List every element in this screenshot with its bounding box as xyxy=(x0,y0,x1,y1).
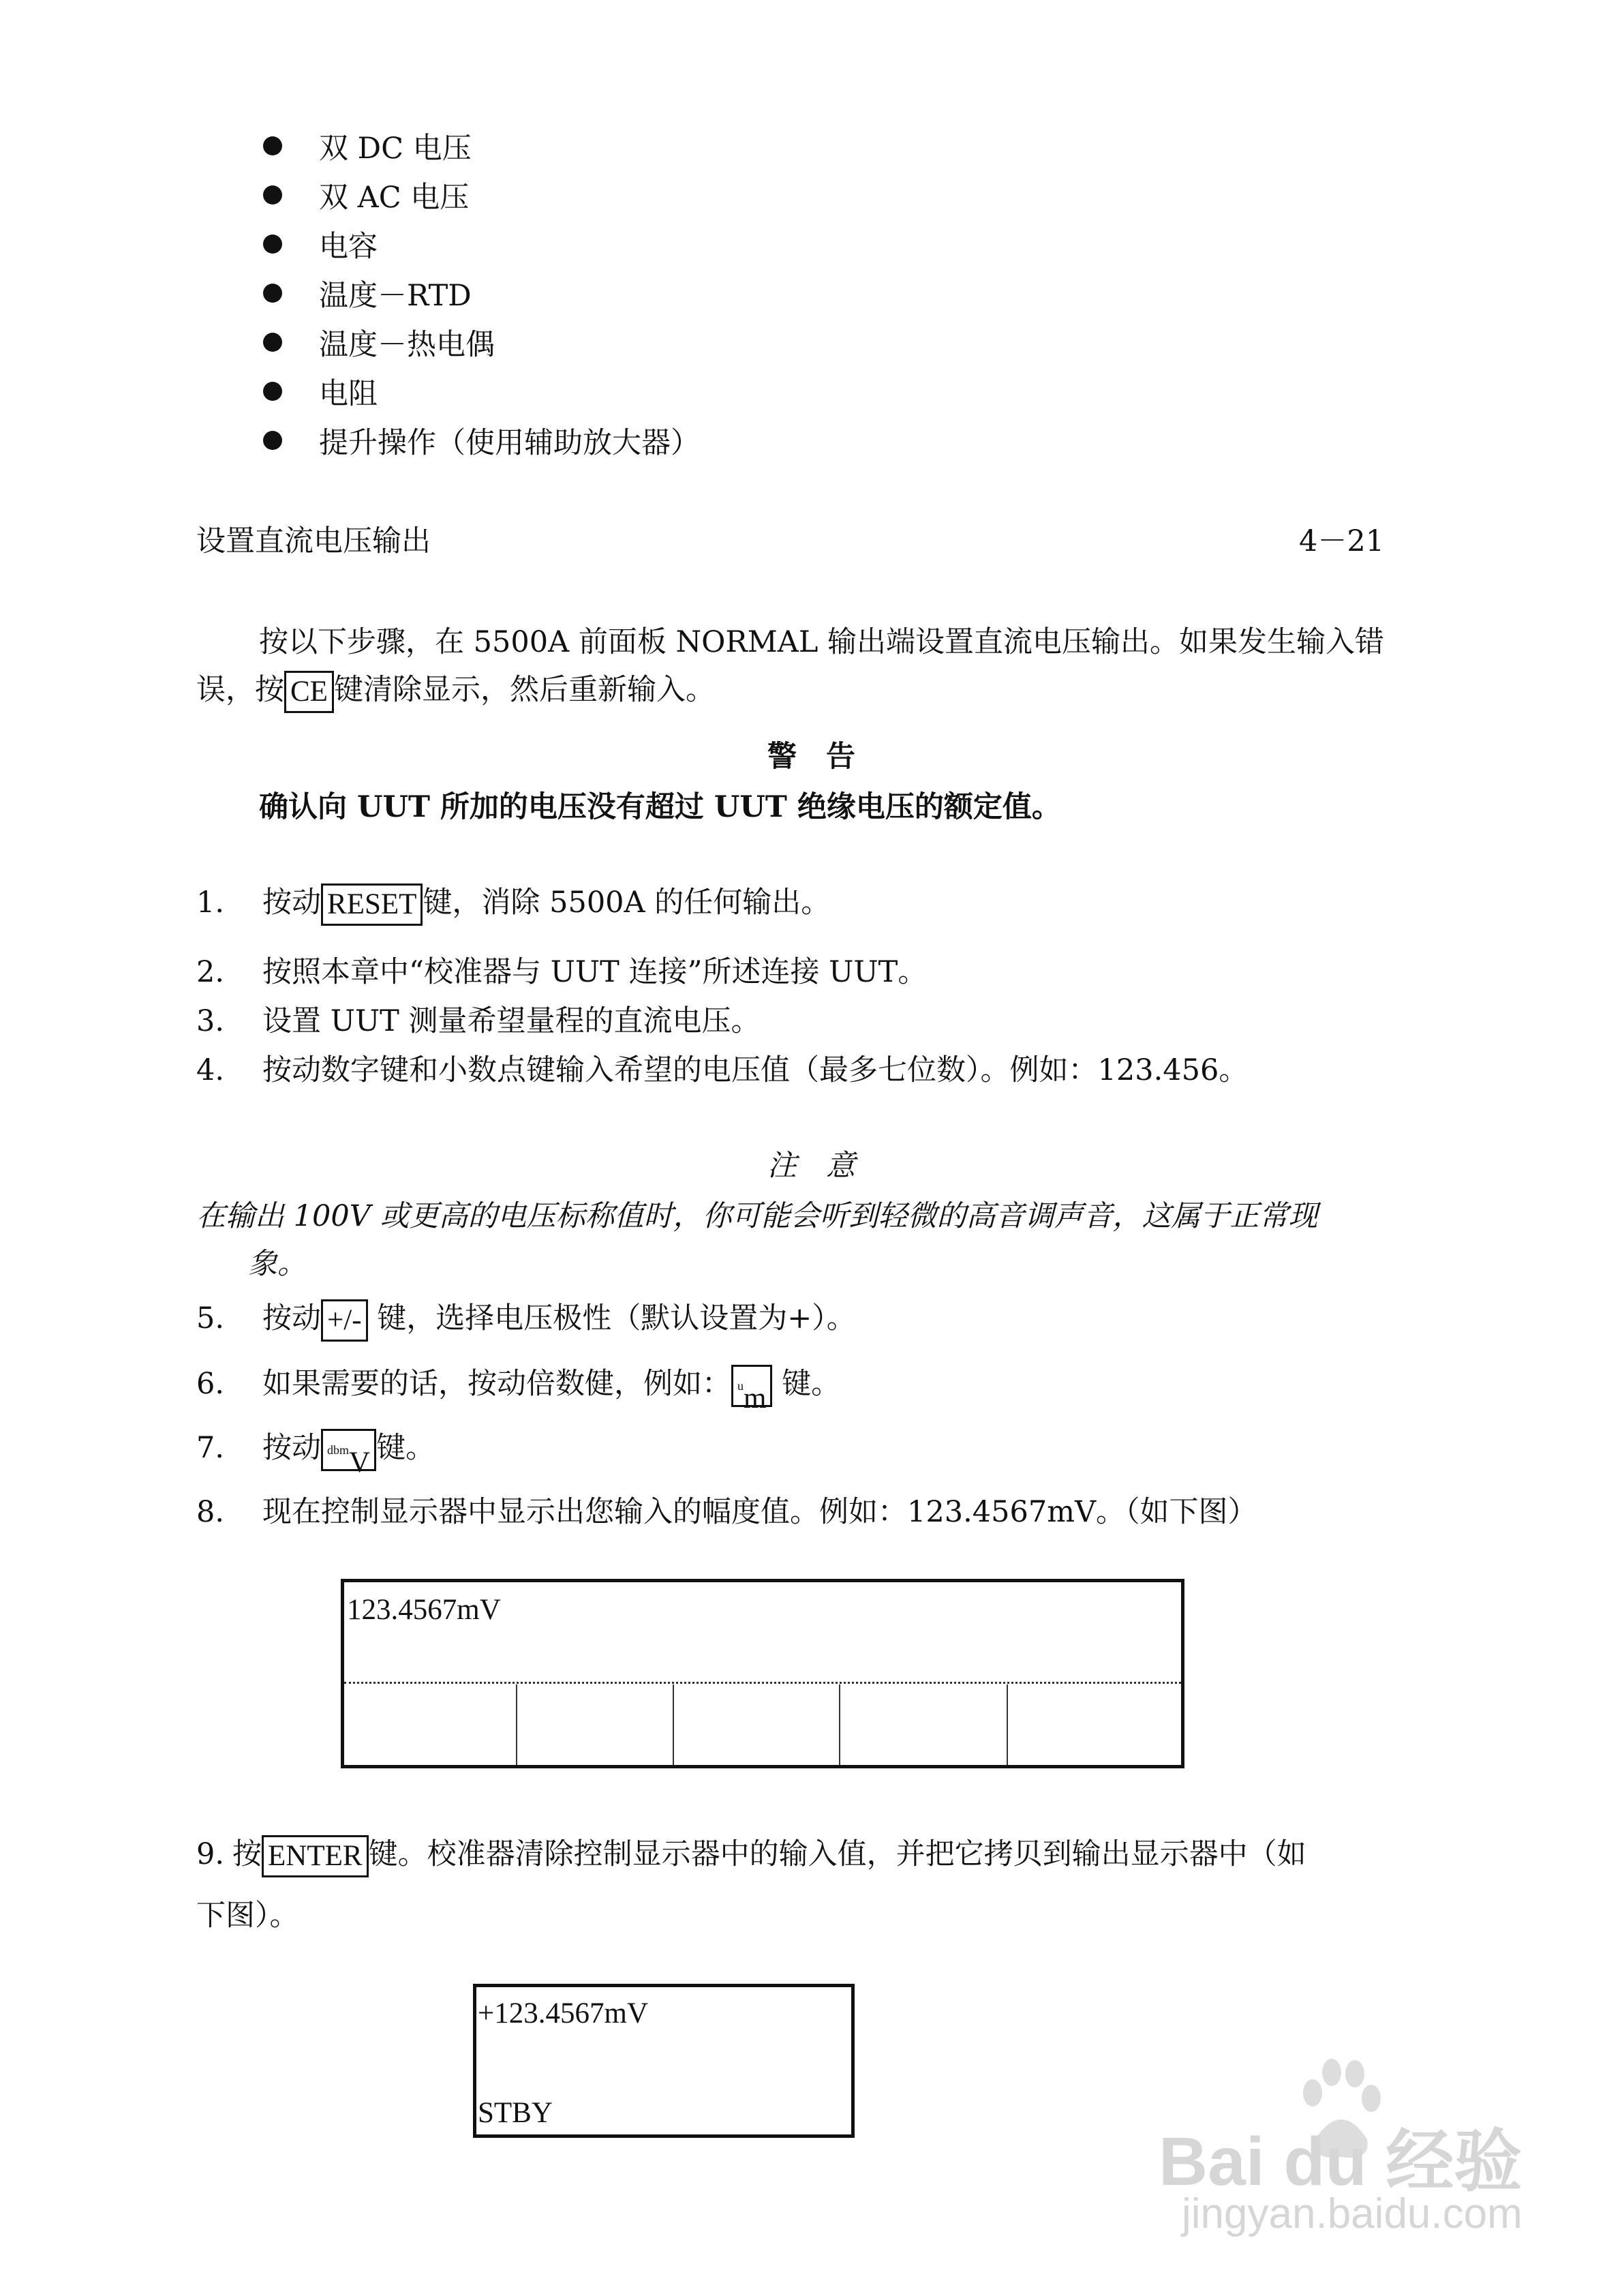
step-6: 6. 如果需要的话，按动倍数健，例如： $^u$m 键。 xyxy=(196,1361,840,1407)
section-number: 4－21 xyxy=(1299,524,1385,558)
section-title: 设置直流电压输出 xyxy=(196,524,431,558)
dbm-volt-key: $^{dbm}$V xyxy=(321,1429,376,1471)
softkey-separator xyxy=(839,1685,840,1765)
warning-text: 确认向 UUT 所加的电压没有超过 UUT 绝缘电压的额定值。 xyxy=(259,790,1061,824)
bullet-icon xyxy=(263,333,282,352)
list-item: 双 DC 电压 xyxy=(319,132,472,166)
divider xyxy=(344,1682,1181,1684)
softkey-separator xyxy=(1007,1685,1008,1765)
list-item: 双 AC 电压 xyxy=(319,181,470,215)
bullet-icon xyxy=(263,235,282,254)
step-2: 2. 按照本章中“校准器与 UUT 连接”所述连接 UUT。 xyxy=(196,955,928,989)
step-4: 4. 按动数字键和小数点键输入希望的电压值（最多七位数）。例如：123.456。 xyxy=(196,1053,1249,1087)
watermark-logo: Bai du 经验 xyxy=(1159,2124,1522,2200)
intro-line-1: 按以下步骤，在 5500A 前面板 NORMAL 输出端设置直流电压输出。如果发生输入错 xyxy=(259,625,1385,659)
step-1: 1. 按动 RESET 键，消除 5500A 的任何输出。 xyxy=(196,879,830,926)
list-item: 温度－RTD xyxy=(319,279,472,313)
note-line-2: 象。 xyxy=(248,1247,307,1281)
note-title: 注 意 xyxy=(767,1149,855,1183)
list-item: 电容 xyxy=(319,230,378,264)
step-9-line-2: 下图）。 xyxy=(196,1899,299,1933)
step-7: 7. 按动 $^{dbm}$V 键。 xyxy=(196,1425,435,1471)
softkey-separator xyxy=(673,1685,674,1765)
bullet-icon xyxy=(263,185,282,205)
bullet-icon xyxy=(263,382,282,401)
intro-line-2: 误，按 CE 键清除显示，然后重新输入。 xyxy=(196,667,715,713)
warning-title: 警 告 xyxy=(767,740,855,774)
output-display-value: +123.4567mV xyxy=(478,1997,649,2029)
step-9: 9. 按 ENTER 键。校准器清除控制显示器中的输入值，并把它拷贝到输出显示器中（如 xyxy=(196,1831,1306,1877)
micro-milli-key: $^u$m xyxy=(731,1365,772,1407)
control-display xyxy=(341,1579,1184,1768)
bullet-icon xyxy=(263,284,282,303)
output-display xyxy=(473,1984,855,2138)
step-8: 8. 现在控制显示器中显示出您输入的幅度值。例如：123.4567mV。（如下图） xyxy=(196,1495,1257,1529)
plus-minus-key: +/- xyxy=(321,1299,368,1342)
list-item: 电阻 xyxy=(319,377,378,411)
enter-key: ENTER xyxy=(262,1835,369,1877)
watermark-url: jingyan.baidu.com xyxy=(1182,2190,1522,2237)
bullet-icon xyxy=(263,431,282,450)
step-5: 5. 按动 +/- 键，选择电压极性（默认设置为+）。 xyxy=(196,1295,856,1342)
step-3: 3. 设置 UUT 测量希望量程的直流电压。 xyxy=(196,1004,761,1038)
ce-key: CE xyxy=(284,671,334,713)
list-item: 温度－热电偶 xyxy=(319,328,495,362)
reset-key: RESET xyxy=(321,883,423,926)
note-line-1: 在输出 100V 或更高的电压标称值时，你可能会听到轻微的高音调声音，这属于正常现 xyxy=(196,1199,1318,1233)
control-display-value: 123.4567mV xyxy=(347,1594,501,1626)
output-display-status: STBY xyxy=(478,2097,553,2129)
softkey-separator xyxy=(516,1685,517,1765)
list-item: 提升操作（使用辅助放大器） xyxy=(319,426,700,460)
bullet-icon xyxy=(263,136,282,155)
